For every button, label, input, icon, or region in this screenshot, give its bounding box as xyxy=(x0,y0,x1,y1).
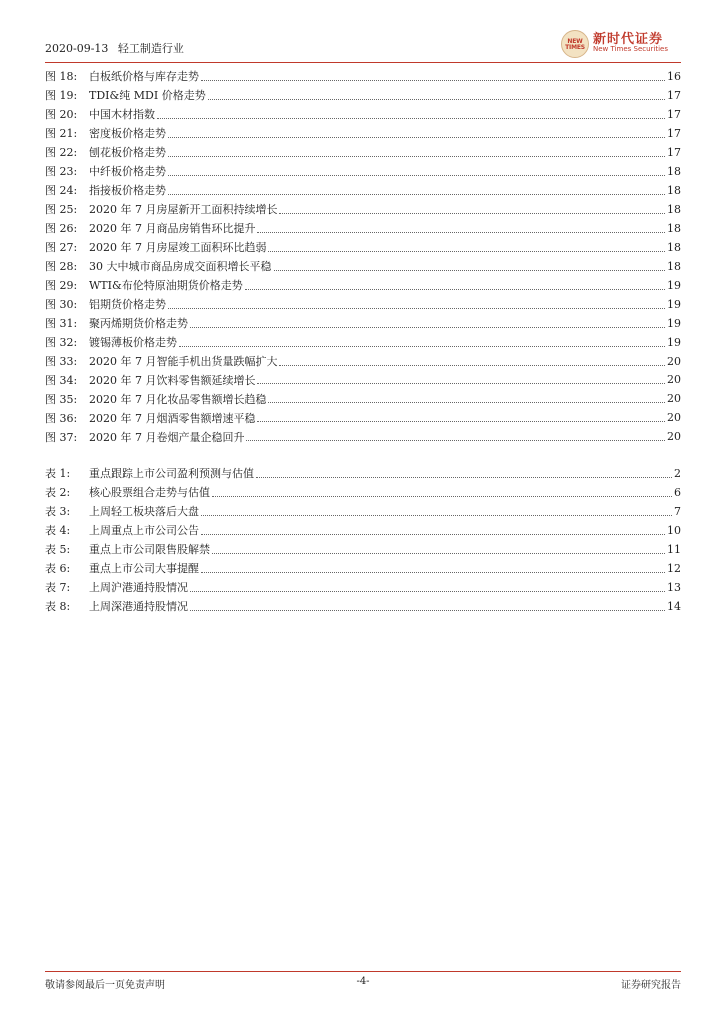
dot-leader xyxy=(190,327,665,328)
entry-page-number: 20 xyxy=(667,411,681,425)
dot-leader xyxy=(201,534,665,535)
footer-divider xyxy=(45,971,681,972)
logo-english-name: New Times Securities xyxy=(593,45,668,53)
table-toc-entry[interactable] xyxy=(45,521,681,540)
entry-number: 图 20: xyxy=(45,108,78,122)
figure-toc-entry[interactable] xyxy=(45,200,681,219)
entry-page-number: 20 xyxy=(667,430,681,444)
dot-leader xyxy=(168,156,665,157)
entry-page-number: 18 xyxy=(667,164,681,178)
entry-title: 铝期货价格走势 xyxy=(89,298,166,312)
tables-list xyxy=(45,464,681,616)
entry-page-number: 20 xyxy=(667,392,681,406)
entry-title: 核心股票组合走势与估值 xyxy=(89,486,210,500)
entry-title: 2020 年 7 月商品房销售环比提升 xyxy=(89,222,256,236)
entry-page-number: 14 xyxy=(667,599,681,613)
entry-title: 2020 年 7 月卷烟产量企稳回升 xyxy=(89,430,245,444)
entry-title: 2020 年 7 月烟酒零售额增速平稳 xyxy=(89,411,256,425)
figure-toc-entry[interactable] xyxy=(45,276,681,295)
entry-page-number: 19 xyxy=(667,316,681,330)
entry-number: 图 24: xyxy=(45,184,78,198)
figure-toc-entry[interactable] xyxy=(45,162,681,181)
dot-leader xyxy=(190,610,665,611)
dot-leader xyxy=(268,251,665,252)
entry-title: WTI&布伦特原油期货价格走势 xyxy=(89,279,243,293)
report-type: 证券研究报告 xyxy=(621,980,681,991)
entry-page-number: 13 xyxy=(667,580,681,594)
entry-number: 表 6: xyxy=(45,562,71,576)
dot-leader xyxy=(256,477,672,478)
entry-title: 指接板价格走势 xyxy=(89,184,166,198)
entry-page-number: 11 xyxy=(667,542,681,556)
entry-number: 图 30: xyxy=(45,298,78,312)
entry-title: 刨花板价格走势 xyxy=(89,146,166,160)
entry-page-number: 7 xyxy=(674,504,681,518)
entry-page-number: 18 xyxy=(667,221,681,235)
entry-page-number: 18 xyxy=(667,183,681,197)
dot-leader xyxy=(274,270,666,271)
entry-number: 图 19: xyxy=(45,89,78,103)
entry-title: 2020 年 7 月房屋新开工面积持续增长 xyxy=(89,203,278,217)
entry-number: 图 34: xyxy=(45,373,78,387)
logo-badge-icon: NEW TIMES xyxy=(561,30,589,58)
entry-number: 图 35: xyxy=(45,392,78,406)
entry-title: 上周重点上市公司公告 xyxy=(89,524,199,538)
entry-title: 30 大中城市商品房成交面积增长平稳 xyxy=(89,260,272,274)
dot-leader xyxy=(168,308,665,309)
figure-toc-entry[interactable] xyxy=(45,371,681,390)
entry-page-number: 17 xyxy=(667,145,681,159)
entry-number: 表 1: xyxy=(45,467,71,481)
report-date: 2020-09-13 xyxy=(45,42,109,55)
dot-leader xyxy=(279,213,665,214)
entry-number: 图 26: xyxy=(45,222,78,236)
entry-page-number: 19 xyxy=(667,297,681,311)
table-toc-entry[interactable] xyxy=(45,578,681,597)
figure-toc-entry[interactable] xyxy=(45,352,681,371)
entry-page-number: 17 xyxy=(667,88,681,102)
entry-number: 图 33: xyxy=(45,355,78,369)
figure-toc-entry[interactable] xyxy=(45,314,681,333)
table-toc-entry[interactable] xyxy=(45,540,681,559)
entry-page-number: 16 xyxy=(667,69,681,83)
entry-page-number: 19 xyxy=(667,278,681,292)
entry-number: 表 8: xyxy=(45,600,71,614)
entry-title: 2020 年 7 月饮料零售额延续增长 xyxy=(89,373,256,387)
dot-leader xyxy=(168,194,665,195)
entry-page-number: 18 xyxy=(667,202,681,216)
entry-title: 聚丙烯期货价格走势 xyxy=(89,317,188,331)
figure-toc-entry[interactable] xyxy=(45,333,681,352)
entry-title: TDI&纯 MDI 价格走势 xyxy=(89,89,206,103)
entry-title: 中纤板价格走势 xyxy=(89,165,166,179)
table-toc-entry[interactable] xyxy=(45,483,681,502)
dot-leader xyxy=(268,402,665,403)
dot-leader xyxy=(157,118,665,119)
entry-title: 2020 年 7 月化妆品零售额增长趋稳 xyxy=(89,392,267,406)
entry-page-number: 20 xyxy=(667,354,681,368)
dot-leader xyxy=(190,591,665,592)
table-toc-entry[interactable] xyxy=(45,559,681,578)
entry-page-number: 12 xyxy=(667,561,681,575)
entry-number: 图 27: xyxy=(45,241,78,255)
dot-leader xyxy=(201,80,665,81)
entry-title: 重点上市公司大事提醒 xyxy=(89,562,199,576)
dot-leader xyxy=(168,137,665,138)
header-meta xyxy=(45,40,190,56)
company-logo xyxy=(561,26,681,58)
figure-toc-entry[interactable] xyxy=(45,86,681,105)
table-toc-entry[interactable] xyxy=(45,597,681,616)
page-header xyxy=(45,26,681,62)
entry-number: 图 36: xyxy=(45,411,78,425)
entry-title: 上周轻工板块落后大盘 xyxy=(89,505,199,519)
entry-number: 图 23: xyxy=(45,165,78,179)
figure-toc-entry[interactable] xyxy=(45,124,681,143)
entry-number: 图 29: xyxy=(45,279,78,293)
entry-title: 密度板价格走势 xyxy=(89,127,166,141)
entry-page-number: 18 xyxy=(667,240,681,254)
industry-name: 轻工制造行业 xyxy=(117,42,184,55)
entry-number: 表 3: xyxy=(45,505,71,519)
dot-leader xyxy=(201,572,665,573)
entry-number: 图 37: xyxy=(45,430,78,444)
figure-toc-entry[interactable] xyxy=(45,181,681,200)
entry-title: 2020 年 7 月房屋竣工面积环比趋弱 xyxy=(89,241,267,255)
disclaimer-note: 敬请参阅最后一页免责声明 xyxy=(45,980,165,991)
entry-number: 表 4: xyxy=(45,524,71,538)
entry-title: 重点跟踪上市公司盈利预测与估值 xyxy=(89,467,254,481)
entry-page-number: 20 xyxy=(667,373,681,387)
entry-page-number: 17 xyxy=(667,107,681,121)
entry-title: 镀锡薄板价格走势 xyxy=(89,336,177,350)
entry-number: 表 7: xyxy=(45,581,71,595)
entry-number: 图 25: xyxy=(45,203,78,217)
header-divider xyxy=(45,62,681,63)
entry-page-number: 6 xyxy=(674,485,681,499)
figure-toc-entry[interactable] xyxy=(45,389,681,408)
dot-leader xyxy=(208,99,665,100)
entry-number: 图 21: xyxy=(45,127,78,141)
entry-page-number: 2 xyxy=(674,466,681,480)
entry-page-number: 19 xyxy=(667,335,681,349)
figure-toc-entry[interactable] xyxy=(45,105,681,124)
entry-page-number: 10 xyxy=(667,523,681,537)
dot-leader xyxy=(212,553,665,554)
entry-number: 表 2: xyxy=(45,486,71,500)
table-toc-entry[interactable] xyxy=(45,502,681,521)
logo-chinese-name: 新时代证券 xyxy=(593,32,664,47)
entry-number: 表 5: xyxy=(45,543,71,557)
entry-title: 重点上市公司限售股解禁 xyxy=(89,543,210,557)
entry-number: 图 18: xyxy=(45,70,78,84)
table-toc-entry[interactable] xyxy=(45,464,681,483)
figure-toc-entry[interactable] xyxy=(45,219,681,238)
dot-leader xyxy=(201,515,672,516)
figures-list xyxy=(45,67,681,446)
dot-leader xyxy=(279,365,665,366)
figure-toc-entry[interactable] xyxy=(45,408,681,427)
figure-toc-entry[interactable] xyxy=(45,427,681,446)
entry-title: 上周深港通持股情况 xyxy=(89,600,188,614)
entry-page-number: 18 xyxy=(667,259,681,273)
dot-leader xyxy=(257,232,665,233)
figure-toc-entry[interactable] xyxy=(45,67,681,86)
page-number: -4- xyxy=(356,976,370,987)
dot-leader xyxy=(246,440,665,441)
dot-leader xyxy=(257,421,665,422)
entry-title: 上周沪港通持股情况 xyxy=(89,581,188,595)
entry-page-number: 17 xyxy=(667,126,681,140)
entry-title: 2020 年 7 月智能手机出货量跌幅扩大 xyxy=(89,355,278,369)
entry-number: 图 28: xyxy=(45,260,78,274)
dot-leader xyxy=(179,346,665,347)
entry-number: 图 31: xyxy=(45,317,78,331)
dot-leader xyxy=(212,496,672,497)
figure-toc-entry[interactable] xyxy=(45,295,681,314)
dot-leader xyxy=(168,175,665,176)
figure-toc-entry[interactable] xyxy=(45,143,681,162)
entry-number: 图 32: xyxy=(45,336,78,350)
entry-title: 中国木材指数 xyxy=(89,108,155,122)
dot-leader xyxy=(245,289,665,290)
dot-leader xyxy=(257,383,665,384)
entry-title: 白板纸价格与库存走势 xyxy=(89,70,199,84)
figure-toc-entry[interactable] xyxy=(45,238,681,257)
entry-number: 图 22: xyxy=(45,146,78,160)
figure-toc-entry[interactable] xyxy=(45,257,681,276)
